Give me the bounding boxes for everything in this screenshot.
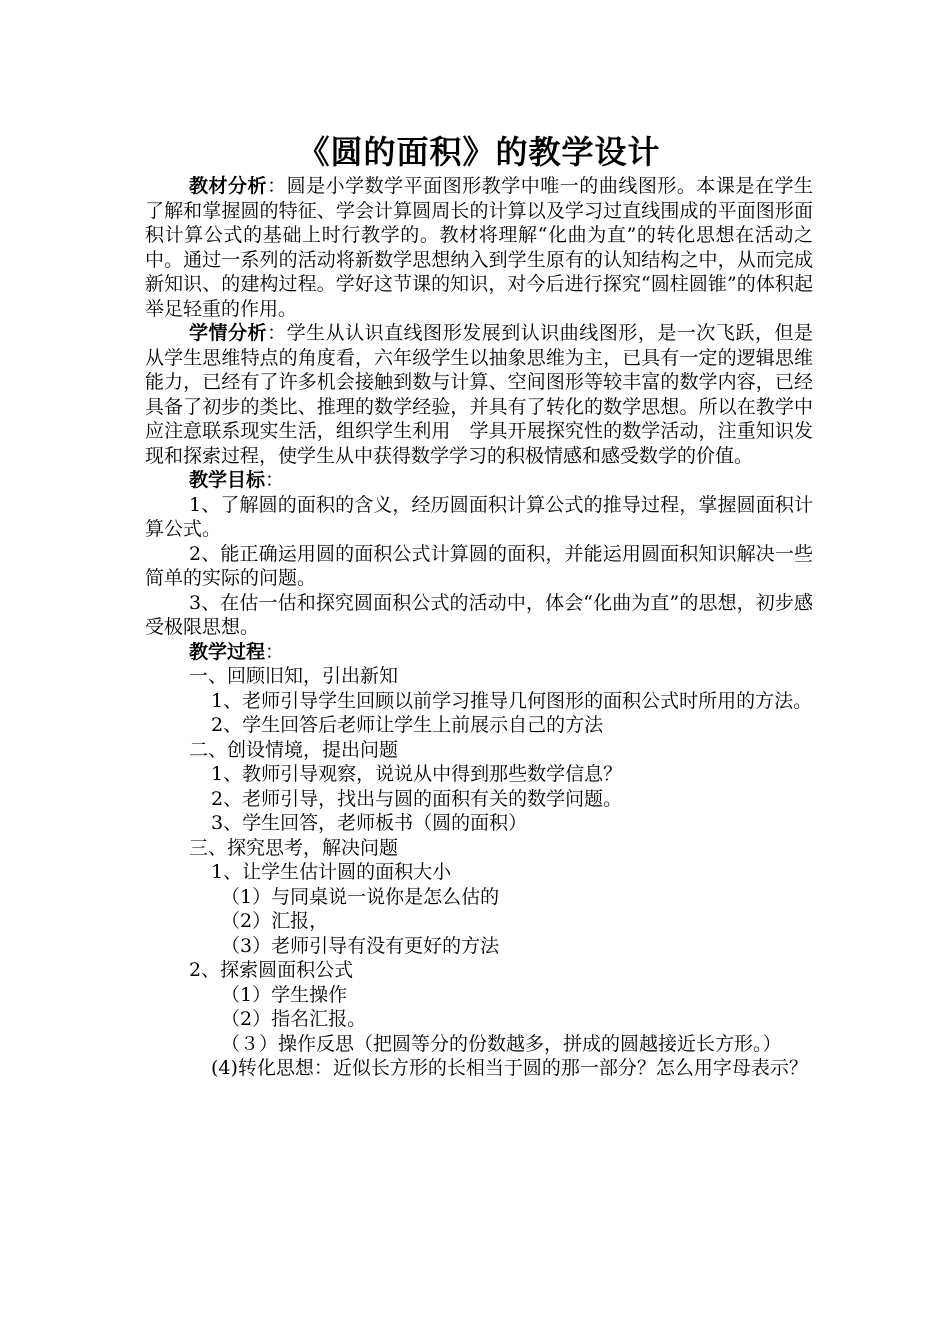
section-3-item-2a: （1）学生操作 xyxy=(221,983,348,1006)
section-3-heading: 三、探究思考，解决问题 xyxy=(189,836,399,859)
goal-item-2: 2、能正确运用圆的面积公式计算圆的面积，并能运用圆面积知识解决一些简单的实际的问题。 xyxy=(145,542,813,589)
section-2-item-1: 1、教师引导观察，说说从中得到那些数学信息？ xyxy=(211,763,623,785)
section-1-item-2: 2、学生回答后老师让学生上前展示自己的方法 xyxy=(211,714,604,736)
section-3-item-2d: (4)转化思想：近似长方形的长相当于圆的那一部分？怎么用字母表示？ xyxy=(211,1057,808,1079)
student-analysis-label: 学情分析 xyxy=(189,322,268,344)
section-3-item-2: 2、探索圆面积公式 xyxy=(189,959,354,981)
student-analysis-paragraph xyxy=(145,321,813,468)
section-1-heading: 一、回顾旧知，引出新知 xyxy=(189,665,399,687)
section-3-item-1a: （1）与同桌说一说你是怎么估的 xyxy=(221,885,500,908)
section-2-item-2: 2、老师引导，找出与圆的面积有关的数学问题。 xyxy=(211,787,623,810)
section-2-heading: 二、创设情境，提出问题 xyxy=(189,738,399,761)
goal-item-1: 1、了解圆的面积的含义，经历圆面积计算公式的推导过程，掌握圆面积计算公式。 xyxy=(145,493,813,540)
teaching-process-colon: ： xyxy=(265,640,285,663)
section-3-item-1: 1、让学生估计圆的面积大小 xyxy=(211,861,452,883)
section-3-item-2c: （３）操作反思（把圆等分的份数越多，拼成的圆越接近长方形。） xyxy=(221,1032,782,1055)
section-3-item-2b: （2）指名汇报。 xyxy=(221,1008,367,1030)
section-1-item-1: 1、老师引导学生回顾以前学习推导几何图形的面积公式时所用的方法。 xyxy=(211,689,813,712)
section-3-item-1b: （2）汇报， xyxy=(221,910,329,932)
material-analysis-paragraph xyxy=(145,174,813,321)
document-page xyxy=(145,130,813,1081)
teaching-goals-colon: ： xyxy=(265,469,285,491)
material-analysis-label: 教材分析 xyxy=(189,175,268,197)
section-3-item-1c: （3）老师引导有没有更好的方法 xyxy=(221,934,500,957)
material-analysis-text: ：圆是小学数学平面图形教学中唯一的曲线图形。本课是在学生了解和掌握圆的特征、学会计算圆周长的计算以及学习过直线围成的平面图形面积计算公式的基础上时行教学的。教材将理解“化曲为直”的转化思想在活动之中。通过一系列的活动将新数学思想纳入到学生原有的认知结构之中，从而完成新知识、的建构过程。学好这节课的知识，对今后进行探究“圆柱圆锥”的体积起举足轻重的作用。 xyxy=(145,175,813,320)
teaching-goals-label: 教学目标 xyxy=(189,469,266,491)
goal-item-3: 3、在估一估和探究圆面积公式的活动中，体会“化曲为直”的思想，初步感受极限思想。 xyxy=(145,591,813,638)
document-title: 《圆的面积》的教学设计 xyxy=(297,133,661,171)
teaching-process-heading xyxy=(145,640,813,665)
teaching-process-label: 教学过程 xyxy=(189,640,266,663)
student-analysis-text: ：学生从认识直线图形发展到认识曲线图形，是一次飞跃，但是从学生思维特点的角度看，六年级学生以抽象思维为主，已具有一定的逻辑思维能力，已经有了许多机会接触到数与计算、空间图形等较丰富的数学内容，已经具备了初步的类比、推理的数学经验，并具有了转化的数学思想。所以在教学中应注意联系现实生活，组织学生利用 学具开展探究性的数学活动，注重知识发现和探索过程，使学生从中获得数学学习的积极情感和感受数学的价值。 xyxy=(145,322,813,467)
teaching-goals-heading xyxy=(145,468,813,493)
section-2-item-3: 3、学生回答，老师板书（圆的面积） xyxy=(211,812,528,834)
